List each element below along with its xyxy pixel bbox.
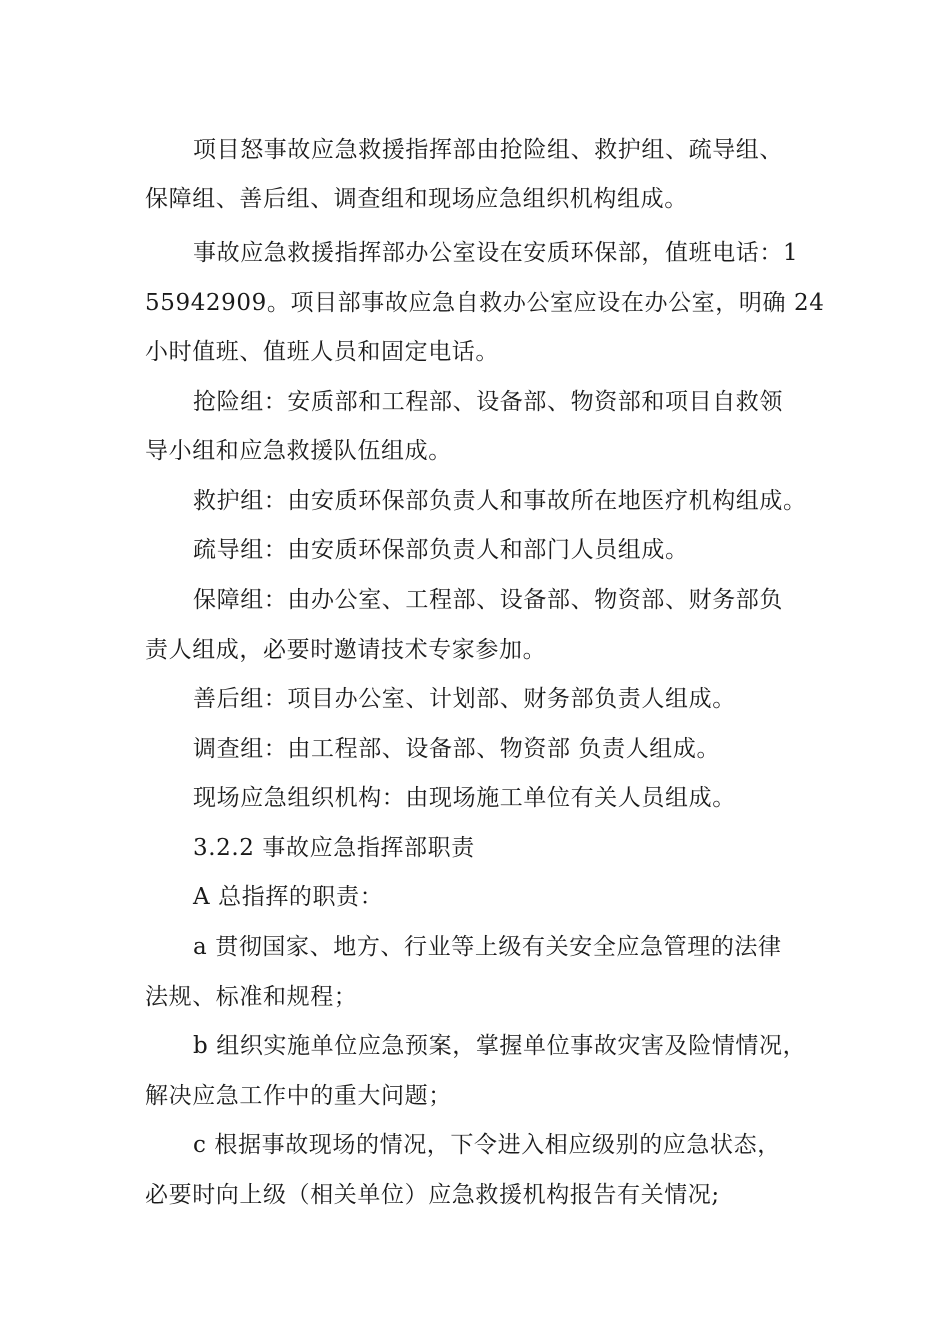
text-line: 疏导组：由安质环保部负责人和部门人员组成。 [193,537,689,563]
section-heading: 3.2.2 事故应急指挥部职责 [193,835,475,861]
text-line: 必要时向上级（相关单位）应急救援机构报告有关情况; [145,1182,720,1208]
text-line: 现场应急组织机构：由现场施工单位有关人员组成。 [193,785,736,811]
text-line: 解决应急工作中的重大问题； [145,1083,452,1109]
subsection-heading: A 总指挥的职责： [193,884,384,910]
text-line: c 根据事故现场的情况，下令进入相应级别的应急状态， [193,1132,781,1158]
text-line: 小时值班、值班人员和固定电话。 [145,339,499,365]
text-line: a 贯彻国家、地方、行业等上级有关安全应急管理的法律 [193,934,782,960]
text-line: 救护组：由安质环保部负责人和事故所在地医疗机构组成。 [193,488,807,514]
text-line: 调查组：由工程部、设备部、物资部 负责人组成。 [193,736,721,762]
text-line: 善后组：项目办公室、计划部、财务部负责人组成。 [193,686,736,712]
text-line: 保障组：由办公室、工程部、设备部、物资部、财务部负 [193,587,783,613]
text-line: 事故应急救援指挥部办公室设在安质环保部，值班电话：1 [193,240,799,266]
text-line: 55942909。项目部事故应急自救办公室应设在办公室，明确 24 [145,290,825,316]
text-line: 保障组、善后组、调查组和现场应急组织机构组成。 [145,186,688,212]
text-line: 抢险组：安质部和工程部、设备部、物资部和项目自救领 [193,389,783,415]
text-line: 责人组成，必要时邀请技术专家参加。 [145,637,547,663]
text-line: b 组织实施单位应急预案，掌握单位事故灾害及险情情况， [193,1033,807,1059]
text-line: 法规、标准和规程； [145,984,358,1010]
text-line: 项目怒事故应急救援指挥部由抢险组、救护组、疏导组、 [193,137,783,163]
text-line: 导小组和应急救援队伍组成。 [145,438,452,464]
